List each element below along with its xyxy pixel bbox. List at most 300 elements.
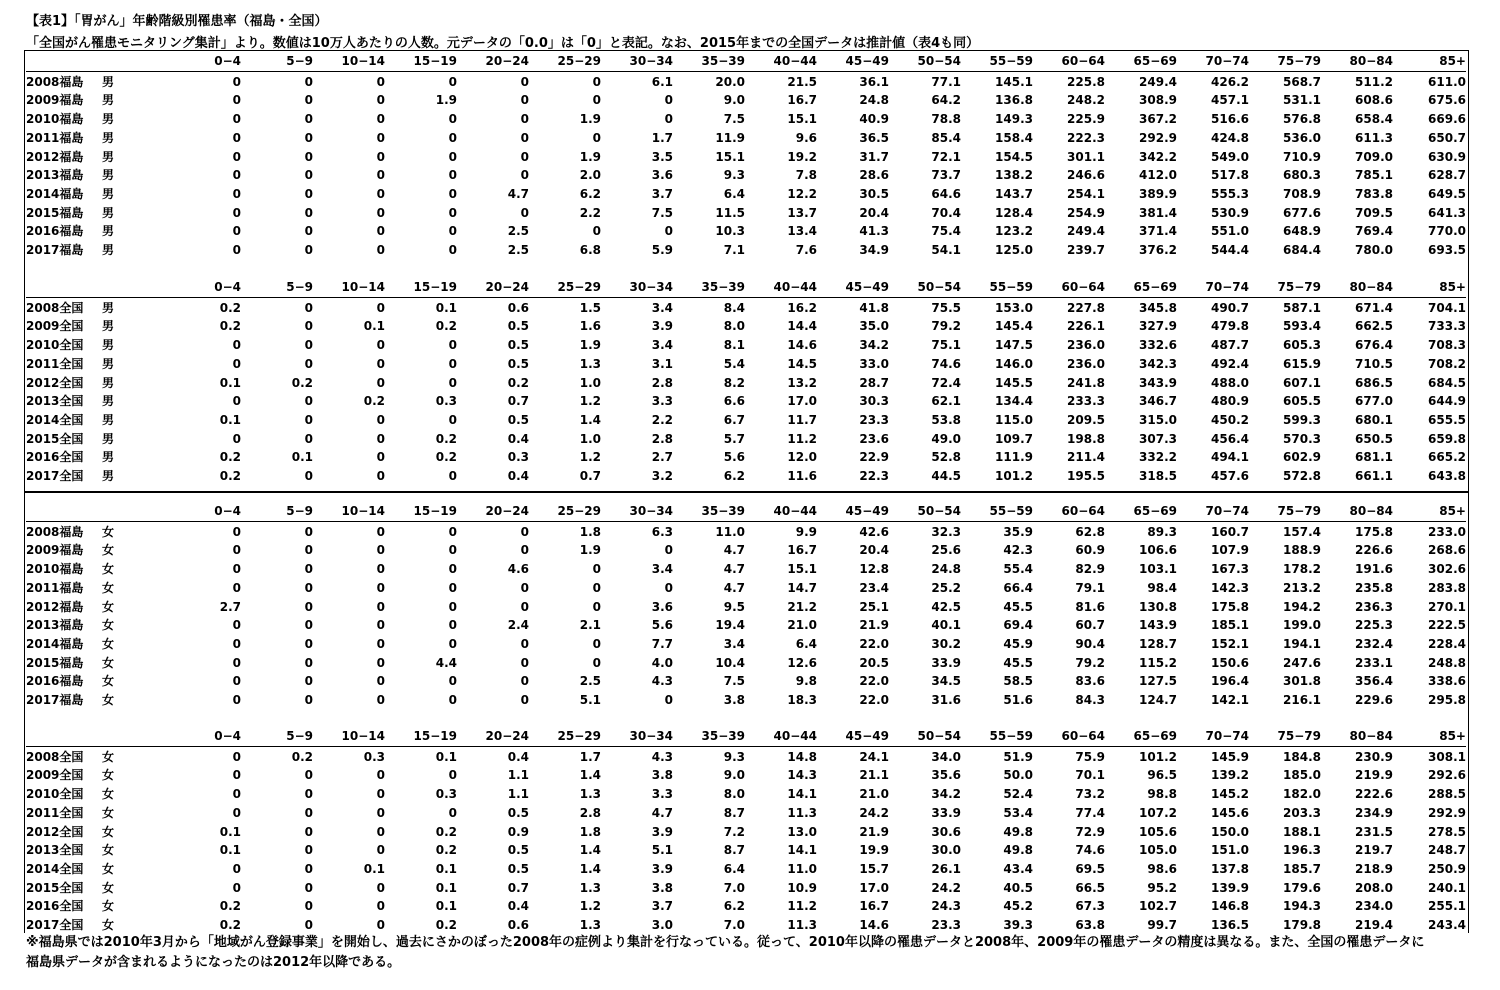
table-cell: 154.5 [995, 149, 1033, 164]
table-cell: 21.9 [859, 824, 889, 839]
column-header: 60−64 [1061, 280, 1105, 294]
table-cell: 30.6 [931, 824, 961, 839]
table-cell: 480.9 [1211, 394, 1249, 409]
table-cell: 147.5 [995, 338, 1033, 353]
table-cell: 5.6 [723, 450, 745, 465]
table-cell: 0 [232, 224, 241, 239]
table-cell: 0 [232, 693, 241, 707]
table-row [26, 635, 1466, 654]
row-label: 2008全国 [26, 749, 84, 764]
column-header: 45−49 [845, 729, 889, 743]
row-sex: 男 [102, 205, 115, 220]
row-label: 2012福島 [26, 149, 84, 164]
table-cell: 83.6 [1075, 674, 1105, 689]
table-row [26, 299, 1466, 318]
table-row [26, 374, 1466, 393]
table-cell: 0 [376, 112, 385, 127]
table-cell: 0 [448, 618, 457, 633]
table-cell: 236.3 [1355, 599, 1393, 614]
table-row [26, 110, 1466, 129]
table-cell: 191.6 [1355, 562, 1393, 577]
table-cell: 7.2 [723, 824, 745, 839]
table-cell: 70.4 [931, 205, 961, 220]
table-cell: 185.0 [1283, 768, 1321, 783]
table-cell: 5.9 [651, 243, 673, 257]
table-row [26, 317, 1466, 336]
column-header: 5−9 [286, 504, 313, 518]
table-cell: 16.2 [787, 300, 817, 315]
row-label: 2015全国 [26, 880, 84, 895]
table-cell: 0.1 [435, 899, 457, 914]
table-cell: 33.0 [859, 356, 889, 371]
row-sex: 女 [102, 618, 115, 633]
row-sex: 女 [102, 636, 115, 651]
table-cell: 123.2 [995, 224, 1033, 239]
table-row [26, 166, 1466, 185]
table-cell: 28.6 [859, 168, 889, 183]
table-cell: 239.7 [1067, 243, 1105, 257]
table-cell: 0 [520, 599, 529, 614]
table-cell: 332.2 [1139, 450, 1177, 465]
table-cell: 0 [232, 880, 241, 895]
table-cell: 143.9 [1139, 618, 1177, 633]
table-cell: 195.5 [1067, 469, 1105, 483]
row-sex: 男 [102, 243, 115, 257]
table-cell: 11.3 [787, 918, 817, 932]
table-cell: 0 [448, 112, 457, 127]
table-cell: 0 [376, 524, 385, 539]
table-cell: 270.1 [1428, 599, 1466, 614]
table-cell: 21.0 [859, 787, 889, 802]
table-cell: 0 [376, 149, 385, 164]
table-cell: 0 [304, 205, 313, 220]
table-cell: 308.1 [1428, 749, 1466, 764]
table-cell: 0 [520, 93, 529, 108]
table-cell: 36.1 [859, 74, 889, 89]
table-cell: 0 [448, 186, 457, 201]
table-cell: 145.9 [1211, 749, 1249, 764]
table-cell: 0.1 [435, 880, 457, 895]
table-cell: 605.3 [1283, 338, 1321, 353]
table-cell: 0 [304, 899, 313, 914]
row-label: 2008福島 [26, 524, 84, 539]
table-cell: 22.0 [859, 636, 889, 651]
table-cell: 72.9 [1075, 824, 1105, 839]
table-cell: 218.9 [1355, 861, 1393, 876]
table-cell: 105.0 [1139, 843, 1177, 858]
table-cell: 0 [232, 543, 241, 558]
column-header: 75−79 [1277, 729, 1321, 743]
table-cell: 3.4 [651, 562, 673, 577]
table-cell: 34.9 [859, 243, 889, 257]
table-cell: 225.8 [1067, 74, 1105, 89]
column-header: 25−29 [557, 54, 601, 68]
table-cell: 0.1 [363, 861, 385, 876]
column-header: 35−39 [701, 504, 745, 518]
table-cell: 6.7 [723, 412, 745, 427]
table-cell: 0.1 [291, 450, 313, 465]
table-row [26, 766, 1466, 785]
table-cell: 145.2 [1211, 787, 1249, 802]
table-cell: 64.6 [931, 186, 961, 201]
table-cell: 0 [304, 168, 313, 183]
table-cell: 0 [304, 356, 313, 371]
table-cell: 544.4 [1211, 243, 1249, 257]
table-header-row [26, 727, 1466, 747]
column-header: 55−59 [989, 729, 1033, 743]
column-header: 25−29 [557, 729, 601, 743]
column-header: 75−79 [1277, 280, 1321, 294]
column-header: 55−59 [989, 54, 1033, 68]
row-label: 2010全国 [26, 787, 84, 802]
table-cell: 222.3 [1067, 130, 1105, 145]
table-cell: 708.3 [1428, 338, 1466, 353]
table-cell: 7.0 [723, 918, 745, 932]
table-cell: 0.2 [219, 469, 241, 483]
table-cell: 0 [448, 562, 457, 577]
table-cell: 7.1 [723, 243, 745, 257]
table-cell: 45.9 [1003, 636, 1033, 651]
table-cell: 0 [304, 93, 313, 108]
table-cell: 0 [304, 112, 313, 127]
table-cell: 4.3 [651, 749, 673, 764]
table-cell: 662.5 [1355, 319, 1393, 334]
table-cell: 0.4 [507, 899, 529, 914]
table-cell: 19.9 [859, 843, 889, 858]
table-cell: 681.1 [1355, 450, 1393, 465]
table-cell: 0.5 [507, 356, 529, 371]
column-header: 65−69 [1133, 54, 1177, 68]
table-cell: 611.0 [1428, 74, 1466, 89]
table-cell: 11.5 [715, 205, 745, 220]
table-cell: 0 [376, 562, 385, 577]
table-cell: 0.5 [507, 805, 529, 820]
table-cell: 0 [304, 636, 313, 651]
table-cell: 23.6 [859, 431, 889, 446]
table-cell: 708.2 [1428, 356, 1466, 371]
table-cell: 0 [304, 300, 313, 315]
table-cell: 3.7 [651, 186, 673, 201]
table-cell: 225.9 [1067, 112, 1105, 127]
table-cell: 134.4 [995, 394, 1033, 409]
table-cell: 53.4 [1003, 805, 1033, 820]
table-cell: 1.4 [579, 768, 601, 783]
table-cell: 82.9 [1075, 562, 1105, 577]
table-cell: 106.6 [1139, 543, 1177, 558]
table-cell: 0.2 [435, 431, 457, 446]
table-cell: 188.1 [1283, 824, 1321, 839]
table-cell: 98.4 [1147, 580, 1177, 595]
table-cell: 6.3 [651, 524, 673, 539]
table-row [26, 336, 1466, 355]
table-cell: 1.3 [579, 880, 601, 895]
table-cell: 2.8 [651, 431, 673, 446]
table-cell: 66.4 [1003, 580, 1033, 595]
table-cell: 1.3 [579, 787, 601, 802]
table-row [26, 748, 1466, 767]
row-label: 2009全国 [26, 319, 84, 334]
column-header: 45−49 [845, 280, 889, 294]
table-cell: 0 [592, 74, 601, 89]
table-cell: 1.0 [579, 375, 601, 390]
table-cell: 686.5 [1355, 375, 1393, 390]
table-cell: 102.7 [1139, 899, 1177, 914]
column-header: 55−59 [989, 280, 1033, 294]
row-sex: 女 [102, 824, 115, 839]
table-cell: 0 [376, 693, 385, 707]
table-cell: 1.8 [579, 524, 601, 539]
table-cell: 0.1 [435, 861, 457, 876]
table-cell: 84.3 [1075, 693, 1105, 707]
table-cell: 2.4 [507, 618, 529, 633]
table-cell: 457.6 [1211, 469, 1249, 483]
column-header: 0−4 [214, 729, 241, 743]
table-cell: 0 [448, 224, 457, 239]
row-label: 2015福島 [26, 205, 84, 220]
table-cell: 146.0 [995, 356, 1033, 371]
table-cell: 130.8 [1139, 599, 1177, 614]
column-header: 5−9 [286, 54, 313, 68]
table-cell: 185.1 [1211, 618, 1249, 633]
table-cell: 0 [592, 599, 601, 614]
table-cell: 14.7 [787, 580, 817, 595]
row-sex: 女 [102, 787, 115, 802]
table-cell: 101.2 [995, 469, 1033, 483]
table-cell: 0 [448, 243, 457, 257]
table-cell: 0 [304, 674, 313, 689]
row-sex: 女 [102, 543, 115, 558]
table-cell: 0 [232, 338, 241, 353]
table-cell: 0.4 [507, 749, 529, 764]
table-cell: 332.6 [1139, 338, 1177, 353]
table-cell: 0 [448, 636, 457, 651]
column-header: 10−14 [341, 280, 385, 294]
table-cell: 2.8 [651, 375, 673, 390]
table-cell: 45.5 [1003, 599, 1033, 614]
table-cell: 8.0 [723, 787, 745, 802]
table-cell: 233.1 [1355, 655, 1393, 670]
table-cell: 31.7 [859, 149, 889, 164]
table-cell: 0.9 [507, 824, 529, 839]
table-cell: 0 [448, 524, 457, 539]
table-cell: 1.2 [579, 450, 601, 465]
table-cell: 34.2 [931, 787, 961, 802]
table-cell: 19.4 [715, 618, 745, 633]
table-cell: 60.9 [1075, 543, 1105, 558]
table-cell: 456.4 [1211, 431, 1249, 446]
table-cell: 222.5 [1428, 618, 1466, 633]
table-cell: 530.9 [1211, 205, 1249, 220]
table-cell: 9.8 [795, 674, 817, 689]
table-cell: 576.8 [1283, 112, 1321, 127]
table-cell: 0 [376, 599, 385, 614]
table-cell: 13.7 [787, 205, 817, 220]
table-cell: 1.9 [579, 149, 601, 164]
table-cell: 0 [448, 412, 457, 427]
table-row [26, 448, 1466, 467]
row-sex: 女 [102, 674, 115, 689]
table-cell: 675.6 [1428, 93, 1466, 108]
table-cell: 0.2 [291, 375, 313, 390]
table-cell: 50.0 [1003, 768, 1033, 783]
row-sex: 男 [102, 412, 115, 427]
table-cell: 1.7 [651, 130, 673, 145]
table-cell: 9.6 [795, 130, 817, 145]
table-cell: 143.7 [995, 186, 1033, 201]
table-cell: 7.8 [795, 168, 817, 183]
table-cell: 208.0 [1355, 880, 1393, 895]
table-cell: 30.2 [931, 636, 961, 651]
table-cell: 780.0 [1355, 243, 1393, 257]
table-cell: 0 [304, 224, 313, 239]
table-cell: 0 [376, 74, 385, 89]
table-cell: 145.1 [995, 74, 1033, 89]
row-sex: 女 [102, 880, 115, 895]
table-cell: 0 [592, 655, 601, 670]
column-header: 80−84 [1349, 54, 1393, 68]
table-cell: 12.2 [787, 186, 817, 201]
table-cell: 49.0 [931, 431, 961, 446]
column-header: 65−69 [1133, 729, 1177, 743]
table-cell: 0 [376, 543, 385, 558]
table-cell: 0.2 [219, 300, 241, 315]
table-cell: 0 [304, 543, 313, 558]
table-cell: 0.1 [435, 749, 457, 764]
table-cell: 11.7 [787, 412, 817, 427]
table-cell: 644.9 [1428, 394, 1466, 409]
table-cell: 3.3 [651, 394, 673, 409]
table-cell: 111.9 [995, 450, 1033, 465]
column-header: 65−69 [1133, 280, 1177, 294]
table-row [26, 523, 1466, 542]
table-cell: 0 [304, 243, 313, 257]
table-cell: 0 [520, 543, 529, 558]
table-cell: 0 [376, 655, 385, 670]
table-cell: 676.4 [1355, 338, 1393, 353]
table-cell: 1.0 [579, 431, 601, 446]
table-cell: 8.2 [723, 375, 745, 390]
table-cell: 0 [520, 674, 529, 689]
table-cell: 0.1 [219, 843, 241, 858]
table-cell: 0 [592, 130, 601, 145]
table-cell: 785.1 [1355, 168, 1393, 183]
table-cell: 28.7 [859, 375, 889, 390]
table-header-row [26, 502, 1466, 522]
table-cell: 45.5 [1003, 655, 1033, 670]
table-cell: 0 [664, 224, 673, 239]
table-cell: 1.5 [579, 300, 601, 315]
table-cell: 25.2 [931, 580, 961, 595]
table-cell: 659.8 [1428, 431, 1466, 446]
table-cell: 145.4 [995, 319, 1033, 334]
table-cell: 24.2 [931, 880, 961, 895]
table-cell: 5.1 [579, 693, 601, 707]
table-row [26, 560, 1466, 579]
table-cell: 21.5 [787, 74, 817, 89]
table-cell: 142.1 [1211, 693, 1249, 707]
table-cell: 488.0 [1211, 375, 1249, 390]
table-cell: 138.2 [995, 168, 1033, 183]
table-cell: 13.4 [787, 224, 817, 239]
table-cell: 234.9 [1355, 805, 1393, 820]
table-cell: 70.1 [1075, 768, 1105, 783]
table-cell: 3.4 [723, 636, 745, 651]
table-cell: 0.2 [219, 450, 241, 465]
table-cell: 72.4 [931, 375, 961, 390]
column-header: 75−79 [1277, 54, 1321, 68]
table-cell: 6.4 [723, 861, 745, 876]
row-sex: 男 [102, 112, 115, 127]
table-cell: 182.0 [1283, 787, 1321, 802]
table-cell: 0 [448, 149, 457, 164]
table-cell: 381.4 [1139, 205, 1177, 220]
row-label: 2016福島 [26, 224, 84, 239]
table-cell: 0.2 [435, 843, 457, 858]
column-header: 85+ [1439, 729, 1466, 743]
row-label: 2016全国 [26, 450, 84, 465]
table-cell: 343.9 [1139, 375, 1177, 390]
table-cell: 0 [232, 524, 241, 539]
table-cell: 137.8 [1211, 861, 1249, 876]
table-cell: 145.5 [995, 375, 1033, 390]
table-cell: 0 [304, 599, 313, 614]
table-cell: 426.2 [1211, 74, 1249, 89]
table-cell: 73.7 [931, 168, 961, 183]
column-header: 20−24 [485, 280, 529, 294]
table-cell: 599.3 [1283, 412, 1321, 427]
table-cell: 254.9 [1067, 205, 1105, 220]
table-cell: 1.3 [579, 918, 601, 932]
table-cell: 175.8 [1211, 599, 1249, 614]
table-cell: 295.8 [1428, 693, 1466, 707]
table-cell: 4.7 [723, 562, 745, 577]
table-cell: 450.2 [1211, 412, 1249, 427]
table-cell: 136.5 [1211, 918, 1249, 932]
table-cell: 0.2 [435, 319, 457, 334]
table-cell: 95.2 [1147, 880, 1177, 895]
table-cell: 0 [304, 918, 313, 932]
table-cell: 0 [304, 880, 313, 895]
table-cell: 36.5 [859, 130, 889, 145]
table-cell: 0 [232, 749, 241, 764]
row-sex: 女 [102, 693, 115, 707]
column-header: 75−79 [1277, 504, 1321, 518]
table-cell: 44.5 [931, 469, 961, 483]
table-cell: 0 [304, 824, 313, 839]
table-cell: 1.3 [579, 356, 601, 371]
table-row [26, 672, 1466, 691]
table-cell: 15.1 [715, 149, 745, 164]
table-cell: 7.5 [651, 205, 673, 220]
table-row [26, 616, 1466, 635]
row-label: 2014全国 [26, 412, 84, 427]
table-cell: 77.1 [931, 74, 961, 89]
column-header: 0−4 [214, 280, 241, 294]
table-row [26, 691, 1466, 710]
table-cell: 4.7 [723, 580, 745, 595]
table-cell: 0.6 [507, 918, 529, 932]
table-cell: 490.7 [1211, 300, 1249, 315]
table-cell: 0 [376, 93, 385, 108]
table-cell: 226.1 [1067, 319, 1105, 334]
table-cell: 79.2 [931, 319, 961, 334]
table-cell: 4.7 [723, 543, 745, 558]
table-cell: 14.1 [787, 843, 817, 858]
table-cell: 0 [304, 186, 313, 201]
table-cell: 194.2 [1283, 599, 1321, 614]
table-cell: 8.7 [723, 805, 745, 820]
table-cell: 40.5 [1003, 880, 1033, 895]
